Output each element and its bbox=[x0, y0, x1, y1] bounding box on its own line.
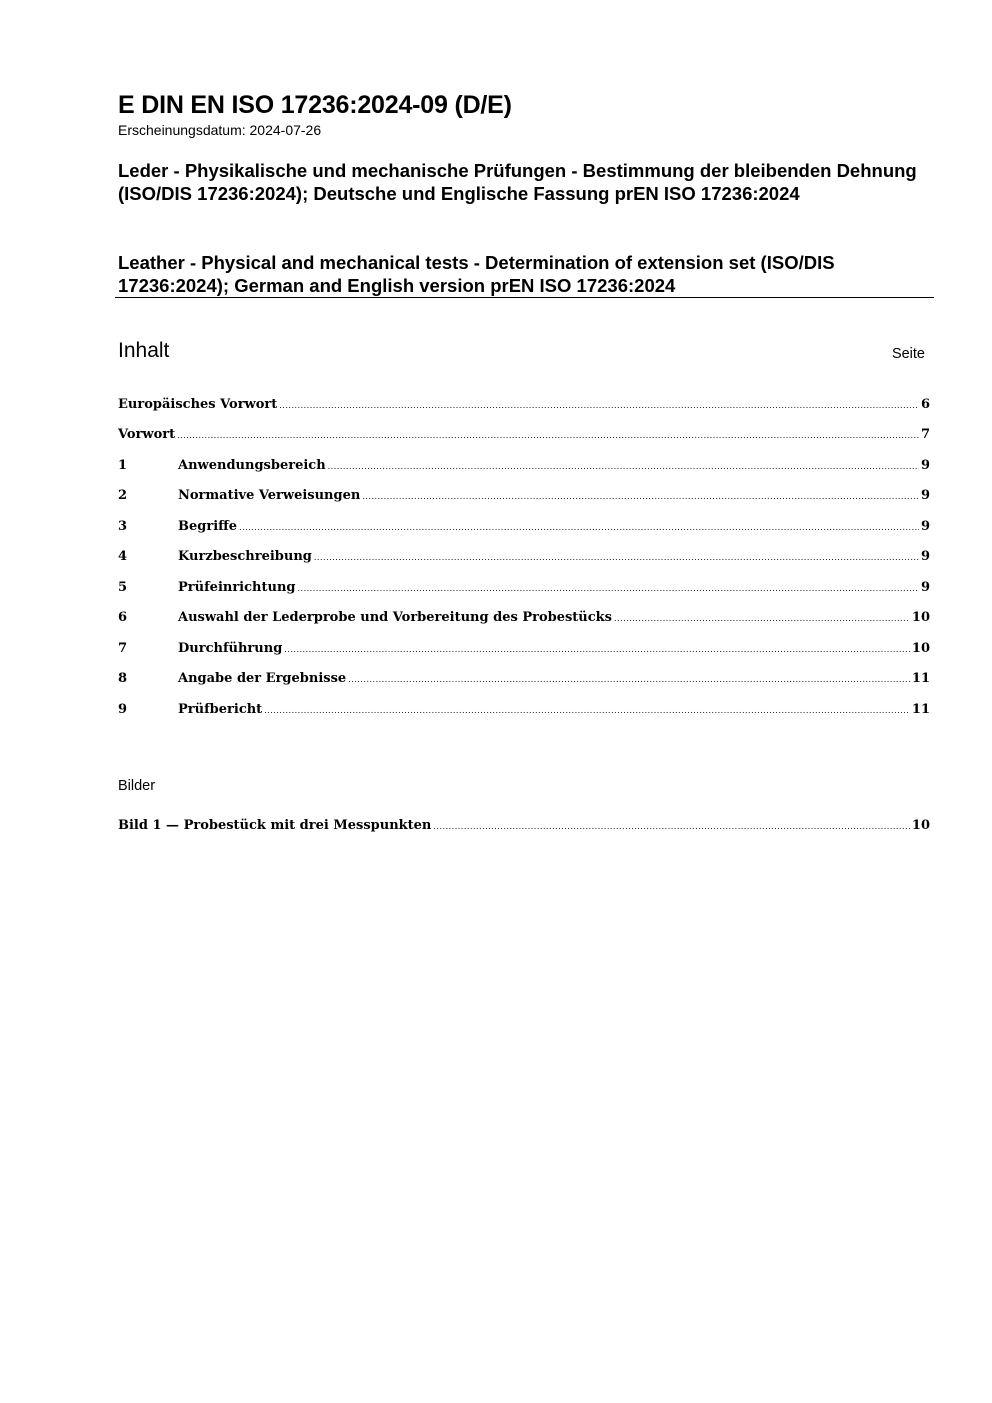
toc-page-column-label: Seite bbox=[891, 346, 925, 362]
toc-entry-page: 10 bbox=[911, 641, 930, 656]
toc-heading: Inhalt bbox=[118, 339, 170, 362]
title-english: Leather - Physical and mechanical tests - Determination of extension set (ISO/DIS 17236:2024); German and English version prEN ISO 17236:2024 bbox=[118, 252, 835, 296]
toc-entry-number: 1 bbox=[118, 458, 128, 473]
toc-entry-angabe-ergebnisse[interactable] bbox=[118, 668, 930, 690]
toc-dot-leader bbox=[264, 700, 910, 722]
toc-entry-number: 4 bbox=[118, 549, 128, 564]
toc-entry-page: 11 bbox=[911, 671, 930, 686]
toc-entry-number: 8 bbox=[118, 671, 128, 686]
figure-entry-bild-1[interactable] bbox=[118, 815, 930, 837]
toc-dot-leader bbox=[177, 425, 919, 447]
toc-entry-title: Normative Verweisungen bbox=[178, 488, 361, 503]
toc-entry-page: 9 bbox=[920, 519, 930, 534]
toc-entry-title: Prüfeinrichtung bbox=[178, 580, 296, 595]
figures-heading: Bilder bbox=[118, 778, 156, 794]
toc-entry-title: Europäisches Vorwort bbox=[118, 397, 278, 412]
toc-entry-number: 7 bbox=[118, 641, 128, 656]
toc-dot-leader bbox=[314, 547, 919, 569]
toc-entry-title: Anwendungsbereich bbox=[178, 458, 326, 473]
title-german: Leder - Physikalische und mechanische Prüfungen - Bestimmung der bleibenden Dehnung (ISO/DIS 17236:2024); Deutsche und Englische Fassung prEN ISO 17236:2024 bbox=[118, 160, 917, 204]
toc-entry-number: 6 bbox=[118, 610, 128, 625]
title-divider bbox=[115, 297, 934, 298]
toc-entry-page: 9 bbox=[920, 488, 930, 503]
toc-entry-title: Kurzbeschreibung bbox=[178, 549, 312, 564]
toc-entry-page: 11 bbox=[911, 702, 930, 717]
toc-entry-page: 6 bbox=[920, 397, 930, 412]
toc-entry-pruefeinrichtung[interactable] bbox=[118, 577, 930, 599]
toc-entry-auswahl-lederprobe[interactable] bbox=[118, 607, 930, 629]
toc-entry-europaeisches-vorwort[interactable] bbox=[118, 394, 930, 416]
toc-dot-leader bbox=[614, 608, 910, 630]
toc-entry-kurzbeschreibung[interactable] bbox=[118, 546, 930, 568]
figure-entry-page: 10 bbox=[911, 818, 930, 833]
toc-entry-page: 10 bbox=[911, 610, 930, 625]
toc-entry-title: Durchführung bbox=[178, 641, 283, 656]
toc-entry-title: Vorwort bbox=[118, 427, 176, 442]
toc-dot-leader bbox=[348, 669, 910, 691]
toc-entry-number: 5 bbox=[118, 580, 128, 595]
toc-entry-number: 2 bbox=[118, 488, 128, 503]
toc-entry-page: 9 bbox=[920, 549, 930, 564]
publication-date: Erscheinungsdatum: 2024-07-26 bbox=[118, 122, 322, 138]
toc-entry-page: 9 bbox=[920, 580, 930, 595]
toc-dot-leader bbox=[433, 816, 910, 838]
toc-dot-leader bbox=[328, 456, 919, 478]
toc-entry-anwendungsbereich[interactable] bbox=[118, 455, 930, 477]
figure-entry-title: Bild 1 — Probestück mit drei Messpunkten bbox=[118, 818, 432, 833]
toc-entry-page: 9 bbox=[920, 458, 930, 473]
toc-dot-leader bbox=[239, 517, 919, 539]
toc-entry-pruefbericht[interactable] bbox=[118, 699, 930, 721]
toc-dot-leader bbox=[279, 395, 919, 417]
toc-dot-leader bbox=[297, 578, 918, 600]
toc-entry-title: Begriffe bbox=[178, 519, 238, 534]
toc-entry-vorwort[interactable] bbox=[118, 424, 930, 446]
document-id: E DIN EN ISO 17236:2024-09 (D/E) bbox=[118, 91, 512, 119]
toc-entry-begriffe[interactable] bbox=[118, 516, 930, 538]
toc-dot-leader bbox=[284, 639, 910, 661]
toc-entry-number: 9 bbox=[118, 702, 128, 717]
toc-dot-leader bbox=[362, 486, 919, 508]
toc-entry-title: Auswahl der Lederprobe und Vorbereitung des Probestücks bbox=[178, 610, 612, 625]
toc-entry-title: Angabe der Ergebnisse bbox=[178, 671, 347, 686]
toc-entry-normative-verweisungen[interactable] bbox=[118, 485, 930, 507]
toc-entry-number: 3 bbox=[118, 519, 128, 534]
toc-entry-title: Prüfbericht bbox=[178, 702, 263, 717]
toc-entry-durchfuehrung[interactable] bbox=[118, 638, 930, 660]
toc-entry-page: 7 bbox=[920, 427, 930, 442]
